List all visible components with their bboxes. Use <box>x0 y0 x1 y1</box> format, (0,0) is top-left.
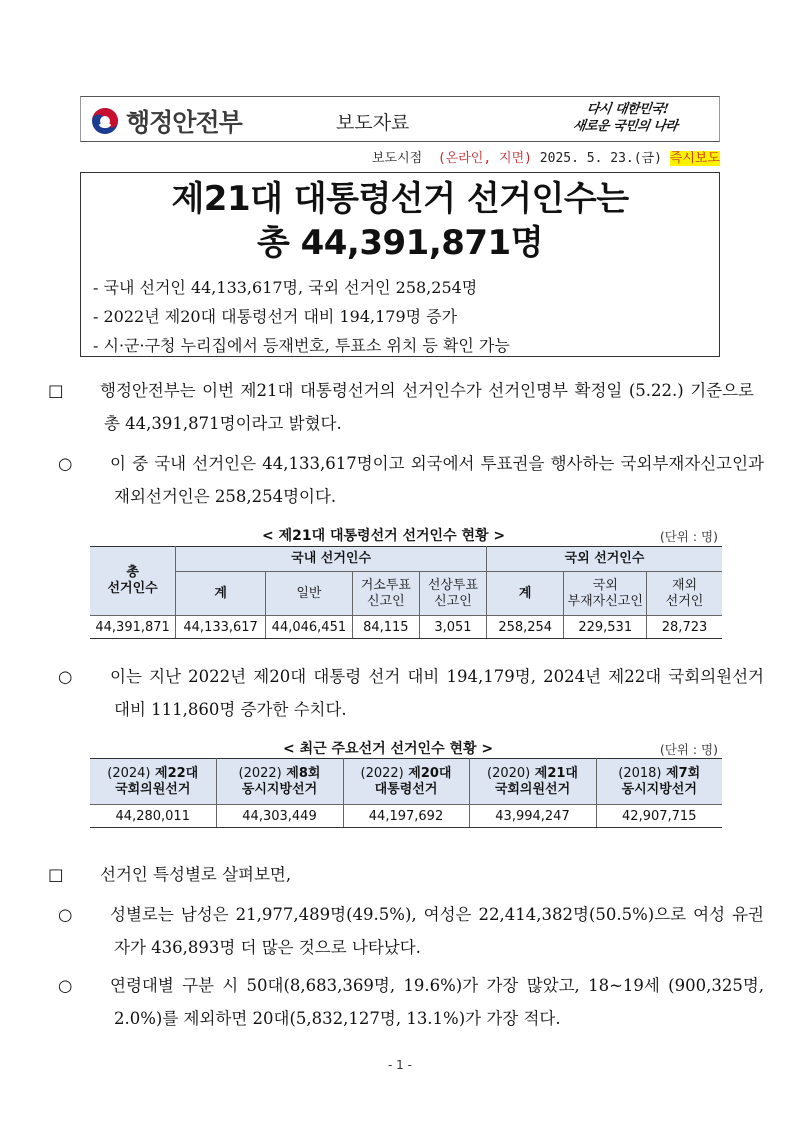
table-row <box>90 616 722 639</box>
paragraph-text: 선거인 특성별로 살펴보면, <box>100 865 292 884</box>
voters-breakdown-table <box>90 546 722 639</box>
table2-unit: (단위 : 명) <box>659 742 718 757</box>
header-overseas-absentee: 국외 부재자신고인 <box>564 572 647 616</box>
header-domestic-sum: 계 <box>176 572 266 616</box>
ministry-name: 행정안전부 <box>126 108 242 137</box>
header-domestic: 국내 선거인수 <box>176 547 487 572</box>
cell-voters: 42,907,715 <box>596 805 722 828</box>
header-election: (2018) 제7회 동시지방선거 <box>596 759 722 805</box>
embargo-badge: 즉시보도 <box>669 151 720 166</box>
cell-voters: 44,197,692 <box>343 805 469 828</box>
headline-line-2: 총 44,391,871명 <box>256 223 544 263</box>
header-overseas: 국외 선거인수 <box>486 547 722 572</box>
paragraph-main-1 <box>48 374 754 440</box>
circle-bullet-icon: ○ <box>58 667 73 686</box>
header-band <box>80 96 720 142</box>
headline-box <box>80 172 720 357</box>
paragraph-text: 이는 지난 2022년 제20대 대통령 선거 대비 194,179명, 2024년 제22대 국회의원선거 대비 111,860명 증가한 수치다. <box>110 667 764 719</box>
table1-caption: < 제21대 대통령선거 선거인수 현황 > <box>262 528 506 544</box>
summary-bullet: - 국내 선거인 44,133,617명, 국외 선거인 258,254명 <box>93 278 478 297</box>
table-row <box>90 805 722 828</box>
paragraph-text: 행정안전부는 이번 제21대 대통령선거의 선거인수가 선거인명부 확정일 (5.22.) 기준으로 총 44,391,871명이라고 밝혔다. <box>100 381 754 433</box>
circle-bullet-icon: ○ <box>58 905 73 924</box>
paragraph-sub-3 <box>58 898 764 964</box>
header-overseas-sum: 계 <box>486 572 563 616</box>
release-label: 보도시점 <box>371 151 423 166</box>
circle-bullet-icon: ○ <box>58 454 73 473</box>
cell-total: 44,391,871 <box>90 616 176 639</box>
recent-elections-table <box>90 758 722 828</box>
cell-overseas-residents: 28,723 <box>647 616 722 639</box>
cell-voters: 44,280,011 <box>90 805 216 828</box>
circle-bullet-icon: ○ <box>58 976 73 995</box>
paragraph-sub-4 <box>58 969 764 1035</box>
cell-ship-voting: 3,051 <box>419 616 486 639</box>
page-number: - 1 - <box>388 1058 412 1072</box>
summary-bullet: - 시·군·구청 누리집에서 등재번호, 투표소 위치 등 확인 가능 <box>93 336 510 355</box>
header-election: (2020) 제21대 국회의원선거 <box>469 759 596 805</box>
release-channel: (온라인, 지면) <box>437 151 532 166</box>
paragraph-text: 성별로는 남성은 21,977,489명(49.5%), 여성은 22,414,382명(50.5%)으로 여성 유권자가 436,893명 더 많은 것으로 나타났다. <box>110 905 764 957</box>
summary-bullet: - 2022년 제20대 대통령선거 대비 194,179명 증가 <box>93 307 458 326</box>
slogan-line-2: 새로운 국민의 나라 <box>572 119 679 134</box>
slogan-line-1: 다시 대한민국! <box>586 102 670 117</box>
paragraph-text: 연령대별 구분 시 50대(8,683,369명, 19.6%)가 가장 많았고, 18~19세 (900,325명, 2.0%)를 제외하면 20대(5,832,127명, 13.1%)가 가장 적다. <box>110 976 764 1028</box>
square-bullet-icon: □ <box>48 865 64 884</box>
release-date: 2025. 5. 23.(금) <box>539 151 662 166</box>
cell-home-voting: 84,115 <box>352 616 419 639</box>
doc-type-label: 보도자료 <box>336 112 410 134</box>
slogan <box>572 101 681 135</box>
release-timing <box>372 147 720 166</box>
cell-overseas-sum: 258,254 <box>486 616 563 639</box>
header-home-voting: 거소투표 신고인 <box>352 572 419 616</box>
headline-line-1: 제21대 대통령선거 선거인수는 <box>171 179 629 219</box>
header-domestic-general: 일반 <box>266 572 353 616</box>
table2-caption: < 최근 주요선거 선거인수 현황 > <box>283 741 494 757</box>
headline <box>81 177 719 265</box>
taegeuk-icon <box>91 107 119 135</box>
cell-domestic-general: 44,046,451 <box>266 616 353 639</box>
header-election: (2022) 제20대 대통령선거 <box>343 759 469 805</box>
header-election: (2024) 제22대 국회의원선거 <box>90 759 216 805</box>
cell-voters: 43,994,247 <box>469 805 596 828</box>
header-total: 총 선거인수 <box>90 547 176 616</box>
paragraph-main-2 <box>48 858 754 891</box>
header-overseas-residents: 재외 선거인 <box>647 572 722 616</box>
ministry-logo <box>91 103 242 139</box>
paragraph-sub-2 <box>58 660 764 726</box>
header-election: (2022) 제8회 동시지방선거 <box>216 759 343 805</box>
header-ship-voting: 선상투표 신고인 <box>419 572 486 616</box>
cell-voters: 44,303,449 <box>216 805 343 828</box>
cell-overseas-absentee: 229,531 <box>564 616 647 639</box>
cell-domestic-sum: 44,133,617 <box>176 616 266 639</box>
table1-unit: (단위 : 명) <box>659 529 718 544</box>
paragraph-text: 이 중 국내 선거인은 44,133,617명이고 외국에서 투표권을 행사하는 국외부재자신고인과 재외선거인은 258,254명이다. <box>110 454 764 506</box>
summary-bullets <box>93 273 719 360</box>
paragraph-sub-1 <box>58 447 764 513</box>
square-bullet-icon: □ <box>48 381 64 400</box>
